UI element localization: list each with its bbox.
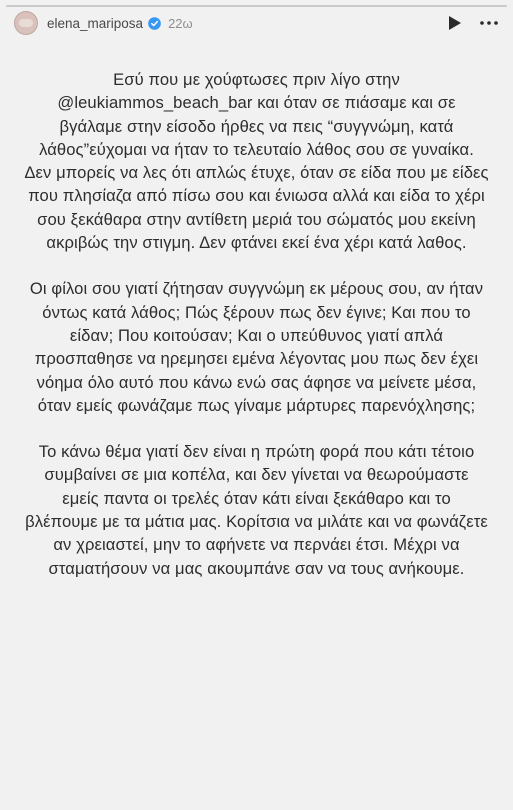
- story-text: [24, 68, 489, 580]
- more-icon[interactable]: [477, 11, 501, 35]
- username[interactable]: elena_mariposa: [47, 15, 144, 31]
- mention-link[interactable]: @leukiammos_beach_bar: [57, 93, 253, 113]
- story-paragraph-2: Οι φίλοι σου γιατί ζήτησαν συγγνώμη εκ μέρους σου, αν ήταν όντως κατά λάθος; Πώς ξέρουν πως δεν έγινε; Και που το είδαν; Που κοιτούσαν; Και ο υπεύθυνος γιατί απλά προσπαθησε να ηρεμησει εμένα λέγοντας μου πως δεν έχει νόημα όλο αυτό που κάνω ενώ σας άφησε να μείνετε μέσα, όταν εμείς φωνάζαμε πως γίναμε μάρτυρες παρενόχλησης;: [29, 279, 484, 415]
- play-icon[interactable]: [443, 11, 467, 35]
- avatar[interactable]: [14, 11, 38, 35]
- story-progress-bar: [6, 5, 507, 7]
- story-paragraph-1-intro: Εσύ που με χούφτωσες πριν λίγο στην: [113, 70, 400, 89]
- story-header: [0, 10, 513, 36]
- story-paragraph-3: Το κάνω θέμα γιατί δεν είναι η πρώτη φορά που κάτι τέτοιο συμβαίνει σε μια κοπέλα, και δεν γίνεται να θεωρούμαστε εμείς παντα οι τρελές όταν κάτι είναι ξεκάθαρο και το βλέπουμε με τα μάτια μας. Κορίτσια να μιλάτε και να φωνάζετε αν χρειαστεί, μην το αφήνετε να περνάει έτσι. Μέχρι να σταματήσουν να μας ακουμπάνε σαν να τους ανήκουμε.: [25, 442, 488, 578]
- post-time: 22ω: [168, 15, 193, 31]
- story-paragraph-1: [24, 68, 489, 254]
- story-paragraph-1-body: και όταν σε πιάσαμε και σε βγάλαμε στην είσοδο ήρθες να πεις “συγγνώμη, κατά λάθος”εύχομαι να ήταν το τελευταίο λάθος σου σε γυναίκα. Δεν μπορείς να λες ότι απλώς έτυχε, όταν σε είδα που με είδες που πλησίαζα από πίσω σου και ένιωσα αλλά και είδα το χέρι σου ξεκάθαρα στην αντίθετη μεριά του σώματός μου εκείνη ακριβώς την στιγμη. Δεν φτάνει εκεί ένα χέρι κατά λαθος.: [24, 93, 489, 253]
- verified-badge-icon: [148, 17, 161, 30]
- avatar-image: [19, 19, 33, 27]
